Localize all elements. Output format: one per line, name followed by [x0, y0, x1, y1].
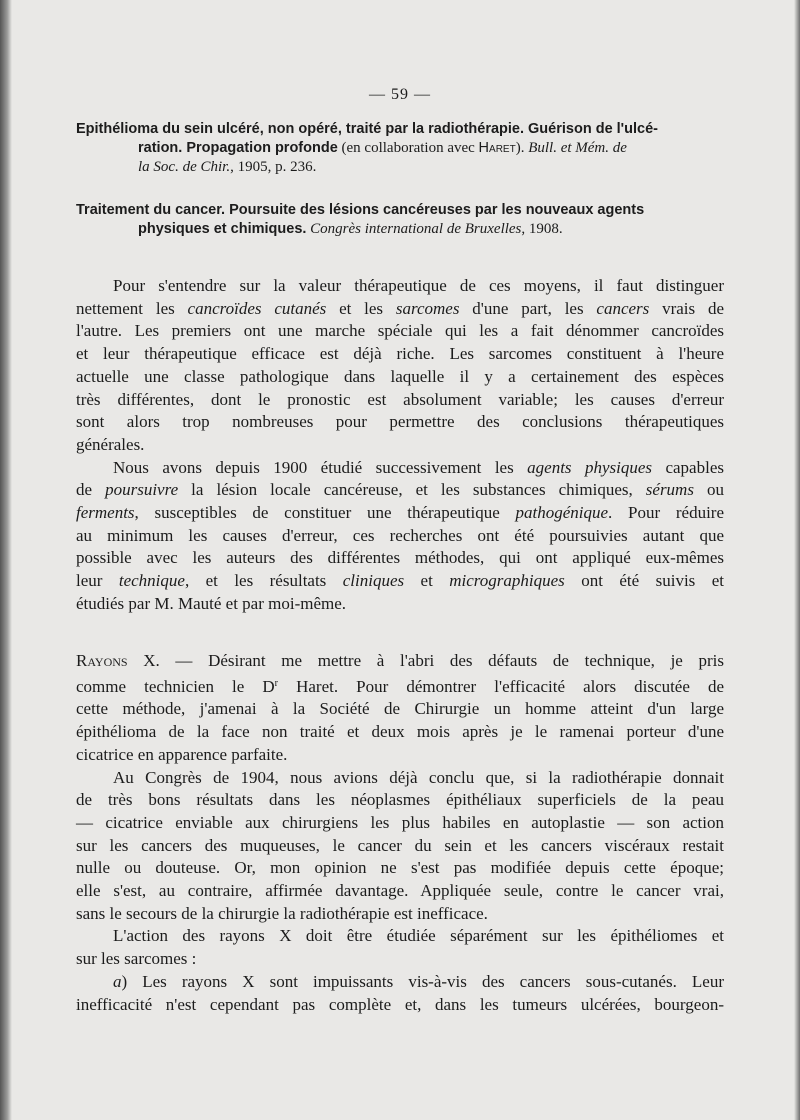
text-line [76, 411, 724, 434]
text-segment: . Pour réduire [608, 503, 724, 523]
text-line [76, 502, 724, 525]
reference-line [76, 120, 724, 139]
text-line [76, 789, 724, 812]
italic-text: cancers [596, 298, 650, 318]
text-segment: d'une part, les [459, 298, 597, 318]
text-segment: et [404, 571, 450, 591]
text-segment: actuelle une classe pathologique dans laquelle il y a certainement des espèces [76, 366, 724, 386]
text-line [76, 389, 724, 412]
reference-entry-2 [76, 201, 724, 239]
italic-text: sérums [645, 480, 694, 500]
text-segment: possible avec les auteurs des différentes méthodes, qui ont appliqué eux-mêmes [76, 548, 724, 568]
text-line [76, 857, 724, 880]
text-segment: cette méthode, j'amenai à la Société de Chirurgie un homme atteint d'un large [76, 699, 724, 719]
text-segment: vrais de [649, 298, 725, 318]
text-segment: de très bons résultats dans les néoplasmes épithéliaux superficiels de la peau [76, 790, 724, 810]
reference-text: Epithélioma du sein ulcéré, non opéré, traité par la radiothérapie. Guérison de l'ulcé- [76, 121, 658, 137]
text-line [76, 880, 724, 903]
page-number: — 59 — [369, 86, 431, 103]
text-segment: très différentes, dont le pronostic est absolument variable; les causes d'erreur [76, 389, 724, 409]
text-line [76, 948, 724, 971]
body-section-1 [76, 275, 724, 616]
reference-text: , 1905, p. 236. [230, 159, 317, 175]
text-segment: — cicatrice enviable aux chirurgiens les plus habiles en autoplastie — son action [76, 812, 724, 832]
reference-line [76, 158, 724, 177]
text-segment: générales. [76, 434, 145, 454]
reference-text: la Soc. de Chir. [138, 159, 231, 175]
text-line [76, 593, 724, 616]
reference-text: Haret [478, 140, 516, 156]
body-section-2 [76, 650, 724, 1016]
text-segment: comme technicien le D [76, 676, 275, 696]
text-segment: , et les résultats [184, 571, 343, 591]
text-segment: épithélioma de la face non traité et deux mois après je le ramenai porteur d'une [76, 722, 724, 742]
page-edge-shadow-left [0, 0, 12, 1120]
text-segment: et leur thérapeutique efficace est déjà riche. Les sarcomes constituent à l'heure [76, 344, 724, 364]
text-segment: de [76, 480, 106, 500]
text-line [76, 744, 724, 767]
text-line [76, 994, 724, 1017]
reference-text: Traitement du cancer. Poursuite des lésions cancéreuses par les nouveaux agents [76, 202, 645, 218]
text-segment: sur les cancers des muqueuses, le cancer du sein et les cancers viscéraux restait [76, 835, 724, 855]
text-line [76, 275, 724, 298]
text-line [76, 343, 724, 366]
reference-text: ). [515, 140, 529, 156]
italic-text: sarcomes [395, 298, 460, 318]
italic-text: cancroïdes cutanés [187, 298, 327, 318]
text-segment: leur [76, 571, 119, 591]
reference-text: physiques et chimiques. [138, 221, 307, 237]
text-segment: l'autre. Les premiers ont une marche spéciale qui les a fait dénommer cancroïdes [76, 321, 724, 341]
reference-line [76, 220, 724, 239]
text-line [76, 570, 724, 593]
text-line [76, 767, 724, 790]
reference-text: , 1908. [521, 221, 563, 237]
italic-text: ferments [76, 503, 135, 523]
text-segment: étudiés par M. Mauté et par moi-même. [76, 593, 347, 613]
text-line [76, 673, 724, 699]
text-line [76, 547, 724, 570]
text-line [76, 479, 724, 502]
reference-text: (en collaboration avec [337, 140, 479, 156]
text-segment: elle s'est, au contraire, affirmée davantage. Appliquée seule, contre le cancer vrai, [76, 881, 724, 901]
text-segment: la lésion locale cancéreuse, et les substances chimiques, [178, 480, 646, 500]
text-segment: L'action des rayons X doit être étudiée séparément sur les épithéliomes et [113, 926, 724, 946]
text-segment: ont été suivis et [564, 571, 724, 591]
text-segment: , susceptibles de constituer une thérapeutique [134, 503, 516, 523]
text-line [76, 812, 724, 835]
italic-text: pathogénique [515, 503, 609, 523]
text-line [76, 298, 724, 321]
text-segment: au minimum les causes d'erreur, ces recherches ont été poursuivies autant que [76, 525, 724, 545]
italic-text: micrographiques [449, 571, 565, 591]
text-segment: et les [326, 298, 396, 318]
page-edge-shadow-right [794, 0, 800, 1120]
text-segment: ) Les rayons X sont impuissants vis-à-vis des cancers sous-cutanés. Leur [121, 971, 724, 991]
italic-text: agents physiques [527, 457, 653, 477]
text-segment: Haret. Pour démontrer l'efficacité alors discutée de [278, 676, 725, 696]
text-segment: r [274, 677, 279, 689]
text-segment: Pour s'entendre sur la valeur thérapeutique de ces moyens, il faut distinguer [113, 276, 724, 295]
text-line [76, 698, 724, 721]
text-line [76, 721, 724, 744]
reference-text: Congrès international de Bruxelles [306, 221, 522, 237]
text-line [76, 650, 724, 673]
text-segment: nulle ou douteuse. Or, mon opinion ne s'est pas modifiée depuis cette époque; [76, 858, 724, 878]
italic-text: a [113, 971, 122, 991]
text-line [76, 525, 724, 548]
text-line [76, 835, 724, 858]
reference-line [76, 201, 724, 220]
text-line [76, 903, 724, 926]
italic-text: poursuivre [105, 480, 179, 500]
reference-entry-1 [76, 120, 724, 177]
text-line [76, 971, 724, 994]
text-line [76, 366, 724, 389]
text-line [76, 320, 724, 343]
italic-text: technique [118, 571, 185, 591]
text-segment: cicatrice en apparence parfaite. [76, 744, 288, 764]
text-segment: sont alors trop nombreuses pour permettre des conclusions thérapeutiques [76, 412, 724, 432]
text-segment: Rayons X. [76, 651, 160, 670]
text-segment: ou [693, 480, 724, 500]
text-segment: Nous avons depuis 1900 étudié successivement les [113, 457, 528, 477]
reference-line [76, 139, 724, 158]
text-segment: nettement les [76, 298, 188, 318]
text-segment: Au Congrès de 1904, nous avions déjà conclu que, si la radiothérapie donnait [113, 767, 724, 787]
text-line [76, 434, 724, 457]
italic-text: cliniques [342, 571, 405, 591]
reference-text: Bull. et Mém. de [528, 140, 627, 156]
text-segment: sans le secours de la chirurgie la radiothérapie est inefficace. [76, 903, 488, 923]
text-segment: capables [652, 457, 724, 477]
text-segment: sur les sarcomes : [76, 949, 197, 969]
text-line [76, 457, 724, 480]
reference-text: ration. Propagation profonde [138, 140, 338, 156]
text-segment: inefficacité n'est cependant pas complète et, dans les tumeurs ulcérées, bourgeon- [76, 994, 724, 1014]
text-segment: — Désirant me mettre à l'abri des défauts de technique, je pris [159, 651, 724, 670]
text-line [76, 925, 724, 948]
